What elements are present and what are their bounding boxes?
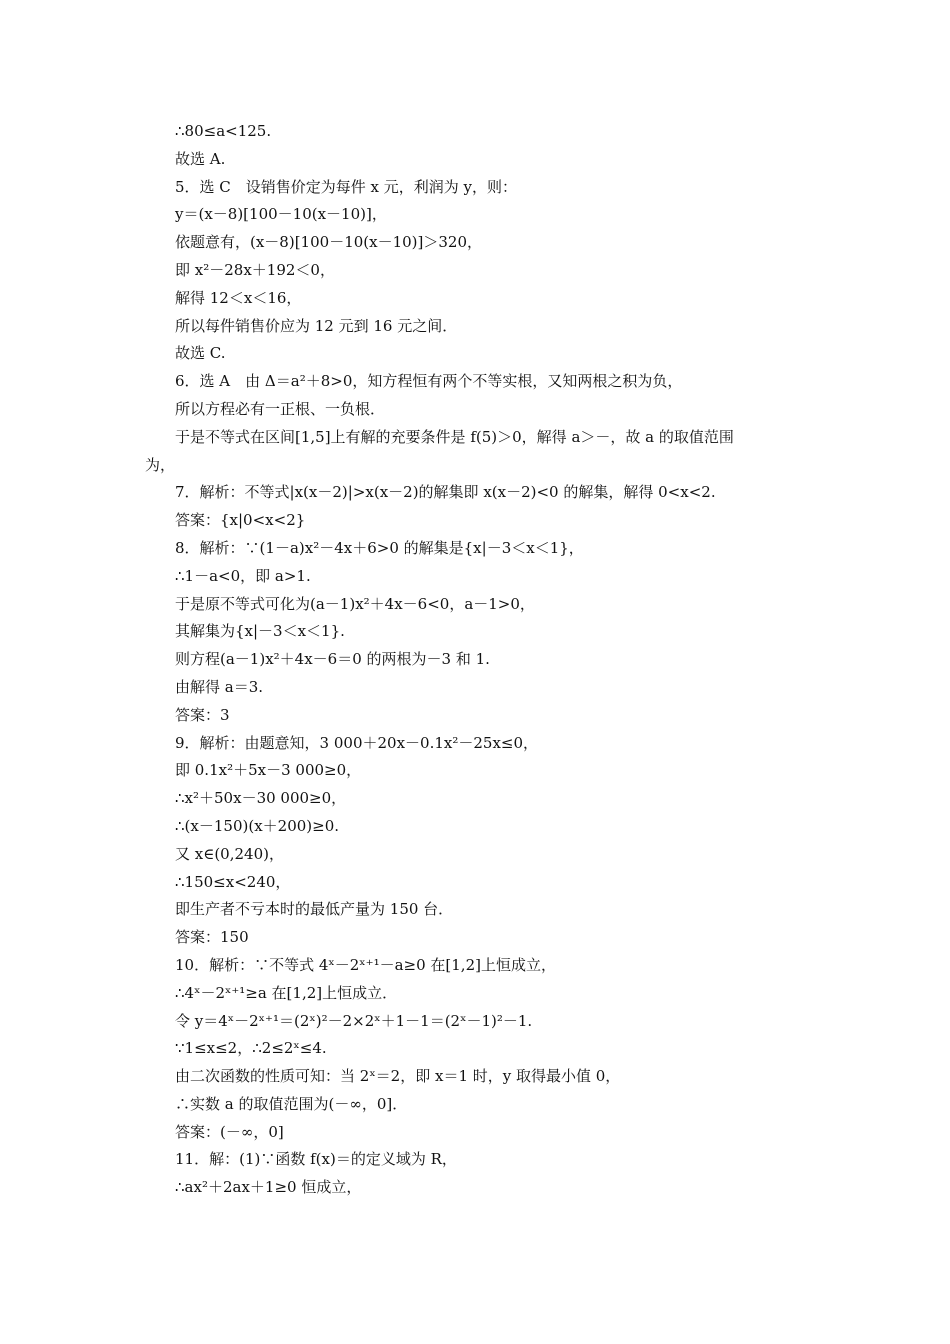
text-line: ∴150≤x<240， <box>175 872 291 891</box>
text-line: ∴ax²＋2ax＋1≥0 恒成立， <box>175 1178 362 1197</box>
text-line: ∵1≤x≤2，∴2≤2ˣ≤4. <box>175 1039 327 1058</box>
text-line: 故选 A. <box>175 149 226 168</box>
text-line: 即生产者不亏本时的最低产量为 150 台． <box>175 900 454 919</box>
text-line: 于是原不等式可化为(a－1)x²＋4x－6<0，a－1>0， <box>175 594 535 613</box>
text-line: 于是不等式在区间[1,5]上有解的充要条件是 f(5)＞0，解得 a＞－，故 a 的取值范围 <box>175 427 734 446</box>
text-line: 所以每件销售价应为 12 元到 16 元之间． <box>175 316 458 335</box>
text-line: 5．选 C 设销售价定为每件 x 元，利润为 y，则： <box>175 177 518 196</box>
text-line: 为， <box>145 455 176 474</box>
text-line: ∴(x－150)(x＋200)≥0. <box>175 816 340 835</box>
text-line: 7．解析：不等式|x(x－2)|>x(x－2)的解集即 x(x－2)<0 的解集，解得 0<x<2. <box>175 483 716 502</box>
text-line: ∴1－a<0，即 a>1. <box>175 566 311 585</box>
text-line: 解得 12＜x＜16， <box>175 288 302 307</box>
text-line: 又 x∈(0,240)， <box>175 844 284 863</box>
text-line: 11．解：(1)∵函数 f(x)＝的定义域为 R， <box>175 1150 457 1169</box>
text-line: 6．选 A 由 Δ＝a²＋8>0，知方程恒有两个不等实根，又知两根之积为负， <box>175 372 683 391</box>
text-line: 答案：{x|0<x<2} <box>175 511 306 530</box>
text-line: 即 0.1x²＋5x－3 000≥0， <box>175 761 362 780</box>
text-line: 答案：(－∞，0] <box>175 1122 284 1141</box>
text-line: ∴x²＋50x－30 000≥0， <box>175 789 347 808</box>
text-line: 10．解析：∵不等式 4ˣ－2ˣ⁺¹－a≥0 在[1,2]上恒成立， <box>175 955 556 974</box>
text-line: 依题意有，(x－8)[100－10(x－10)]＞320， <box>175 233 483 252</box>
text-line: 即 x²－28x＋192＜0， <box>175 260 335 279</box>
text-line: ∴4ˣ－2ˣ⁺¹≥a 在[1,2]上恒成立． <box>175 983 398 1002</box>
text-line: 9．解析：由题意知，3 000＋20x－0.1x²－25x≤0， <box>175 733 539 752</box>
text-line: 8．解析：∵(1－a)x²－4x＋6>0 的解集是{x|－3＜x＜1}， <box>175 538 584 557</box>
text-line: ∴实数 a 的取值范围为(－∞，0]． <box>175 1094 408 1113</box>
text-line: 由二次函数的性质可知：当 2ˣ＝2，即 x＝1 时，y 取得最小值 0， <box>175 1067 621 1086</box>
text-line: 答案：3 <box>175 705 230 724</box>
text-line: 其解集为{x|－3＜x＜1}. <box>175 622 345 641</box>
text-line: 所以方程必有一正根、一负根． <box>175 399 386 418</box>
solution-text-block <box>145 118 805 1202</box>
text-line: 则方程(a－1)x²＋4x－6＝0 的两根为－3 和 1. <box>175 650 490 669</box>
text-line: 令 y＝4ˣ－2ˣ⁺¹＝(2ˣ)²－2×2ˣ＋1－1＝(2ˣ－1)²－1. <box>175 1011 533 1030</box>
text-line: 由解得 a＝3. <box>175 677 264 696</box>
text-line: ∴80≤a<125. <box>175 122 272 140</box>
text-line: y＝(x－8)[100－10(x－10)]， <box>175 205 387 224</box>
text-line: 答案：150 <box>175 928 249 947</box>
text-line: 故选 C. <box>175 344 226 363</box>
